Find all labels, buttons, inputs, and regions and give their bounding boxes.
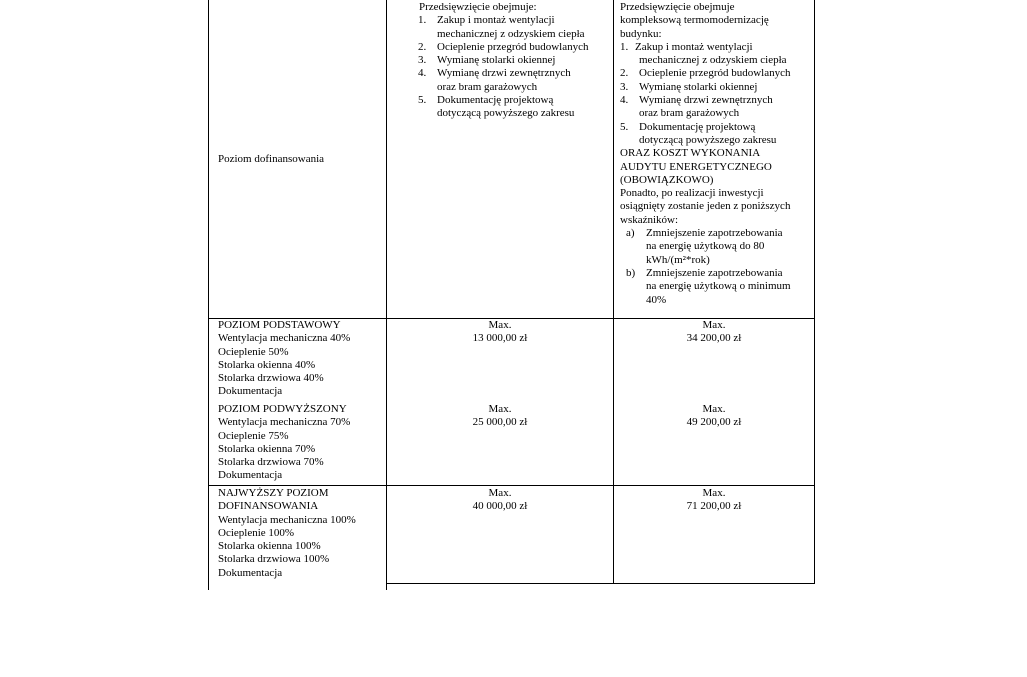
audit-requirement-line: AUDYTU ENERGETYCZNEGO: [620, 160, 772, 173]
header-col2-cell: [620, 1, 814, 307]
col1-intro: Przedsięwzięcie obejmuje:: [419, 1, 537, 13]
list-item: b) Zmniejszenie zapotrzebowania na energię użytkową o minimum 40%: [626, 266, 791, 306]
level-highest-col1-amount: Max. 40 000,00 zł: [472, 487, 528, 513]
list-item: 1. Zakup i montaż wentylacji mechanicznej z odzyskiem ciepła: [418, 14, 585, 40]
list-item: 4. Wymianę drzwi zewnętrznych oraz bram garażowych: [620, 94, 773, 120]
indicator-intro-line: wskaźników:: [620, 213, 679, 226]
col2-intro-line: budynku:: [620, 27, 662, 40]
row-label-funding-level: Poziom dofinansowania: [218, 153, 325, 165]
table-border-bottom: [386, 583, 815, 584]
list-item: 5. Dokumentację projektową dotyczącą powyższego zakresu: [418, 94, 575, 120]
level-highest-label: NAJWYŻSZY POZIOM DOFINANSOWANIA Wentylacja mechaniczna 100% Ocieplenie 100% Stolarka okienna 100% Stolarka drzwiowa 100% Dokumentacja: [218, 487, 356, 579]
list-item: a) Zmniejszenie zapotrzebowania na energię użytkową do 80 kWh/(m²*rok): [626, 227, 783, 266]
col2-intro-line: kompleksową termomodernizację: [620, 14, 769, 27]
header-col1-cell: [418, 1, 613, 121]
col2-scope-list: [620, 41, 814, 147]
audit-requirement-line: (OBOWIĄZKOWO): [620, 173, 714, 186]
level-highest-col2-amount: Max. 71 200,00 zł: [686, 487, 742, 513]
col2-intro-line: Przedsięwzięcie obejmuje: [620, 1, 735, 13]
indicator-intro-line: Ponadto, po realizacji inwestycji: [620, 187, 764, 200]
audit-requirement-line: ORAZ KOSZT WYKONANIA: [620, 147, 761, 160]
table-border-right: [814, 0, 815, 584]
list-item: 2. Ocieplenie przegród budowlanych: [620, 67, 791, 80]
row-divider-highest: [208, 485, 815, 486]
list-item: 3. Wymianę stolarki okiennej: [620, 80, 758, 93]
col1-scope-list: [418, 14, 613, 120]
indicator-intro-line: osiągnięty zostanie jeden z poniższych: [620, 200, 791, 213]
list-item: 3. Wymianę stolarki okiennej: [418, 54, 556, 67]
level-basic-col1-amount: Max. 13 000,00 zł: [472, 319, 528, 345]
table-border-left: [208, 0, 209, 590]
level-increased-label: POZIOM PODWYŻSZONY Wentylacja mechaniczna 70% Ocieplenie 75% Stolarka okienna 70% Stolarka drzwiowa 70% Dokumentacja: [218, 403, 351, 482]
level-basic-col2-amount: Max. 34 200,00 zł: [686, 319, 742, 345]
list-item: 5. Dokumentację projektową dotyczącą powyższego zakresu: [620, 120, 777, 146]
list-item: 1. Zakup i montaż wentylacji mechanicznej z odzyskiem ciepła: [620, 40, 787, 67]
list-item: 4. Wymianę drzwi zewnętrznych oraz bram garażowych: [418, 67, 571, 93]
level-basic-label: POZIOM PODSTAWOWY Wentylacja mechaniczna 40% Ocieplenie 50% Stolarka okienna 40% Stolarka drzwiowa 40% Dokumentacja: [218, 319, 351, 398]
level-increased-col2-amount: Max. 49 200,00 zł: [686, 403, 742, 429]
level-increased-col1-amount: Max. 25 000,00 zł: [472, 403, 528, 429]
indicator-list: [626, 227, 814, 307]
list-item: 2. Ocieplenie przegród budowlanych: [418, 40, 589, 53]
